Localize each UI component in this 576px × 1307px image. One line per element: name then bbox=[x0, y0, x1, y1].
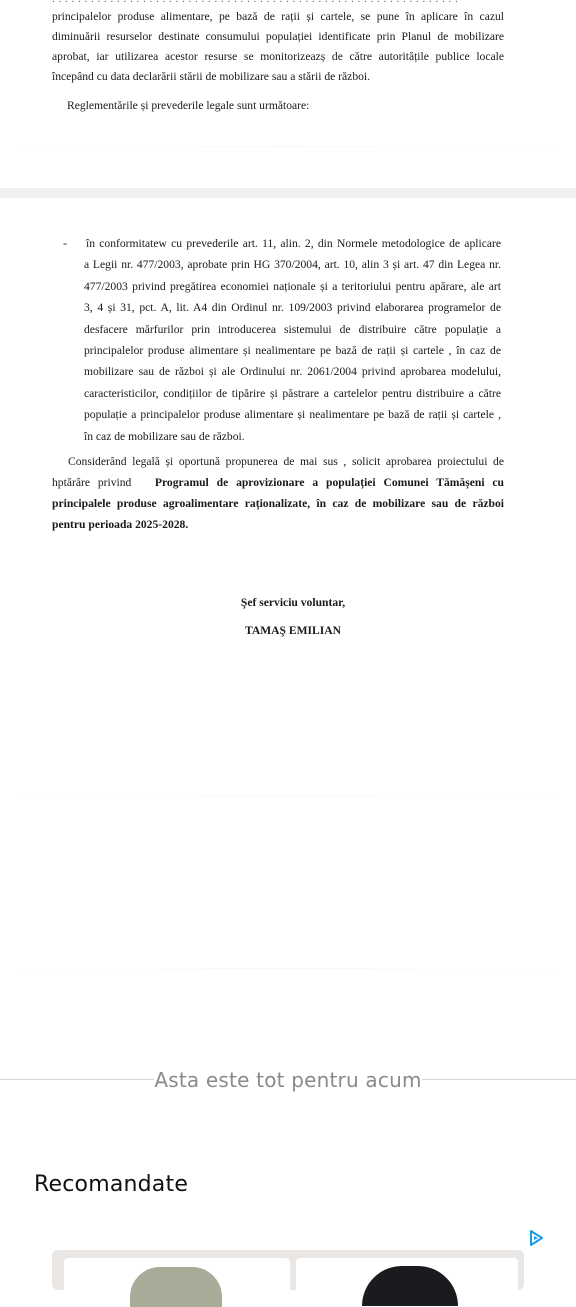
page-separator bbox=[0, 188, 576, 198]
paragraph-line: Considerând legală și oportună propunerea de mai sus , solicit aprobarea proiectului de bbox=[68, 455, 504, 468]
request-paragraph bbox=[52, 451, 504, 535]
scan-noise bbox=[0, 796, 576, 797]
paragraph-line: principalelor produse alimentare, pe bază de rații și cartele, se pune în aplicare în cazul bbox=[52, 10, 504, 23]
signature-name: TAMAŞ EMILIAN bbox=[244, 624, 342, 637]
recommendation-card[interactable] bbox=[296, 1258, 518, 1298]
paragraph-line: a Legii nr. 477/2003, aprobate prin HG 370/2004, art. 10, alin 3 și art. 47 din Legea nr. bbox=[84, 258, 501, 272]
paragraph-line bbox=[52, 472, 504, 493]
paragraph-line: 3, 4 și 31, pct. A, lit. A4 din Ordinul nr. 109/2003 privind elaborarea programelor de bbox=[84, 301, 501, 315]
paragraph-line bbox=[52, 514, 504, 535]
paragraph-line: mobilizare sau de război și ale Ordinului nr. 2061/2004 privind aprobarea modelului, bbox=[84, 365, 501, 379]
paragraph-line bbox=[52, 493, 504, 514]
program-title-bold: Programul de aprovizionare a populației Comunei Tămășeni cu bbox=[154, 476, 504, 489]
paragraph-line: aprobat, iar utilizarea acestor resurse se monitorizeazș de către autoritățile publice locale bbox=[52, 50, 504, 63]
paragraph-line: în caz de mobilizare sau de război. bbox=[84, 429, 245, 443]
paragraph-line: desfacere mărfurilor prin introducerea sistemului de distribuire către populație a bbox=[84, 322, 501, 336]
paragraph-line: populație a principalelor produse alimentare și nealimentare pe bază de rații și cartele , bbox=[84, 408, 501, 422]
paragraph-line: în conformitatew cu prevederile art. 11, alin. 2, din Normele metodologice de aplicare bbox=[86, 237, 501, 250]
end-of-content bbox=[0, 1068, 576, 1092]
cropped-text-line bbox=[52, 0, 507, 6]
paragraph-line: 477/2003 privind pregătirea economiei naționale și a teritoriului pentru apărare, ale art bbox=[84, 279, 501, 293]
program-title-bold: principalele produse agroalimentare raționalizate, în caz de mobilizare sau de război bbox=[52, 497, 504, 510]
bullet-marker: - bbox=[63, 236, 67, 250]
ad-choices-icon[interactable] bbox=[527, 1229, 545, 1247]
scan-noise bbox=[0, 968, 576, 969]
product-thumbnail bbox=[130, 1267, 222, 1307]
paragraph-line: caracteristicilor, condițiilor de tipărire și păstrare a cartelelor pentru distribuire a către bbox=[84, 386, 501, 400]
end-message: Asta este tot pentru acum bbox=[154, 1068, 422, 1092]
document-page bbox=[0, 198, 576, 1088]
paragraph-line: începând cu data declarării stării de mobilizare sau a stării de război. bbox=[52, 70, 371, 83]
recommendation-card[interactable] bbox=[64, 1258, 290, 1298]
paragraph-line: principalelor produse alimentare și nealimentare pe bază de rații și cartele , în caz de bbox=[84, 344, 501, 358]
product-thumbnail bbox=[362, 1266, 458, 1306]
intro-paragraph bbox=[52, 7, 504, 87]
recommended-title: Recomandate bbox=[34, 1172, 189, 1197]
program-title-bold: pentru perioada 2025-2028. bbox=[52, 518, 189, 531]
recommendation-carousel[interactable] bbox=[52, 1250, 524, 1290]
signature-role: Şef serviciu voluntar, bbox=[240, 596, 346, 609]
paragraph-text: hptărâre privind bbox=[52, 476, 132, 489]
paragraph-line: diminuării resurselor destinate consumului populației identificate prin Planul de mobilizare bbox=[52, 30, 504, 43]
regulations-heading: Reglementările și prevederile legale sunt următoare: bbox=[67, 99, 310, 112]
document-page-previous bbox=[0, 0, 576, 188]
scan-noise bbox=[0, 146, 576, 147]
legal-provisions-paragraph bbox=[84, 233, 501, 447]
